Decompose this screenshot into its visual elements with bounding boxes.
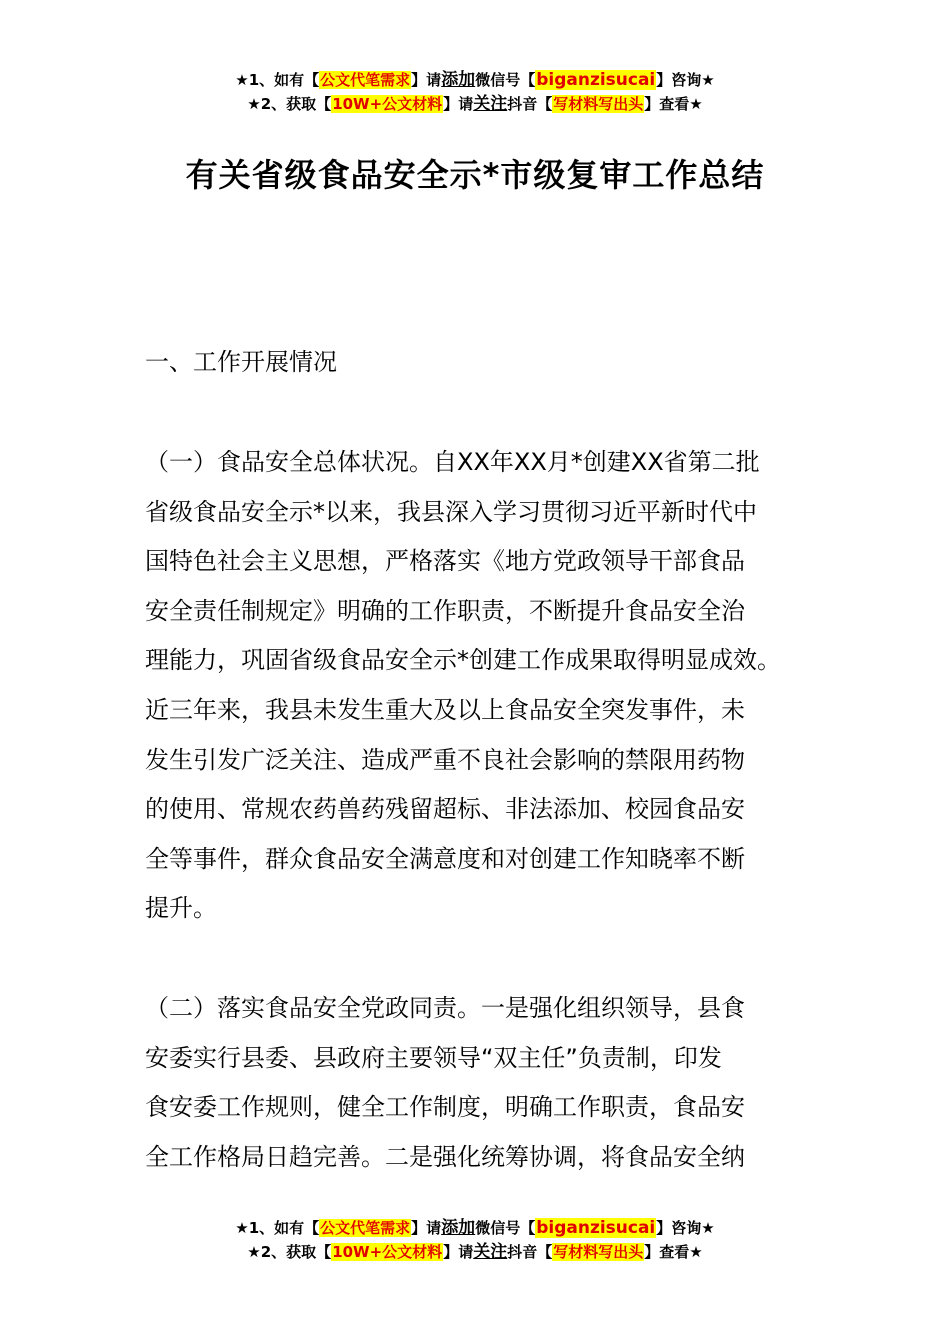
promo-text: 】请	[443, 95, 474, 113]
promo-highlight: 写材料写出头	[553, 1243, 644, 1261]
paragraph-line: 国特色社会主义思想，严格落实《地方党政领导干部食品	[145, 547, 745, 576]
body-paragraph-1	[145, 438, 815, 934]
promo-text: 抖音【	[507, 95, 553, 113]
promo-highlight: biganzisucai	[536, 1218, 656, 1238]
promo-emphasis: 添加	[441, 1218, 476, 1238]
paragraph-line: （一）食品安全总体状况。自XX年XX月*创建XX省第二批	[145, 448, 760, 476]
promo-emphasis: 添加	[441, 70, 476, 90]
paragraph-line: 安全责任制规定》明确的工作职责，不断提升食品安全治	[145, 596, 745, 625]
promo-highlight: 公文代笔需求	[320, 1219, 411, 1237]
paragraph-line: 食安委工作规则，健全工作制度，明确工作职责，食品安	[145, 1093, 745, 1122]
promo-text: 】请	[443, 1243, 474, 1261]
promo-highlight: 公文代笔需求	[320, 71, 411, 89]
paragraph-line: 近三年来，我县未发生重大及以上食品安全突发事件，未	[145, 695, 745, 724]
promo-text: 抖音【	[507, 1243, 553, 1261]
promo-text: ★2、获取【	[247, 1243, 332, 1261]
promo-highlight: 10W+公文材料	[332, 1243, 443, 1261]
promo-banner-top	[0, 68, 950, 116]
promo-line-1	[0, 1216, 950, 1240]
promo-text: 】请	[411, 1219, 442, 1237]
promo-banner-bottom	[0, 1216, 950, 1264]
promo-highlight: 10W+公文材料	[332, 95, 443, 113]
paragraph-line: （二）落实食品安全党政同责。一是强化组织领导，县食	[145, 994, 745, 1022]
promo-text: 】查看★	[644, 1243, 703, 1261]
promo-text: 】查看★	[644, 95, 703, 113]
paragraph-line: 理能力，巩固省级食品安全示*创建工作成果取得明显成效。	[145, 646, 781, 675]
promo-text: 】请	[411, 71, 442, 89]
paragraph-line: 全工作格局日趋完善。二是强化统筹协调，将食品安全纳	[145, 1142, 745, 1171]
document-title: 有关省级食品安全示*市级复审工作总结	[185, 156, 765, 194]
promo-text: 】咨询★	[656, 71, 715, 89]
promo-text: 微信号【	[475, 1219, 536, 1237]
paragraph-line: 提升。	[145, 894, 217, 923]
promo-line-2	[0, 1240, 950, 1264]
paragraph-line: 全等事件，群众食品安全满意度和对创建工作知晓率不断	[145, 844, 745, 873]
promo-text: 】咨询★	[656, 1219, 715, 1237]
promo-emphasis: 关注	[473, 1242, 508, 1262]
paragraph-line: 安委实行县委、县政府主要领导“双主任”负责制，印发	[145, 1043, 722, 1072]
promo-text: ★2、获取【	[247, 95, 332, 113]
promo-line-2	[0, 92, 950, 116]
promo-highlight: biganzisucai	[536, 70, 656, 90]
paragraph-line: 省级食品安全示*以来，我县深入学习贯彻习近平新时代中	[145, 497, 757, 526]
promo-text: ★1、如有【	[235, 71, 320, 89]
promo-text: ★1、如有【	[235, 1219, 320, 1237]
promo-emphasis: 关注	[473, 94, 508, 114]
section-heading: 一、工作开展情况	[145, 348, 337, 376]
paragraph-line: 发生引发广泛关注、造成严重不良社会影响的禁限用药物	[145, 745, 745, 774]
body-paragraph-2	[145, 984, 815, 1182]
paragraph-line: 的使用、常规农药兽药残留超标、非法添加、校园食品安	[145, 795, 745, 824]
promo-text: 微信号【	[475, 71, 536, 89]
promo-line-1	[0, 68, 950, 92]
promo-highlight: 写材料写出头	[553, 95, 644, 113]
